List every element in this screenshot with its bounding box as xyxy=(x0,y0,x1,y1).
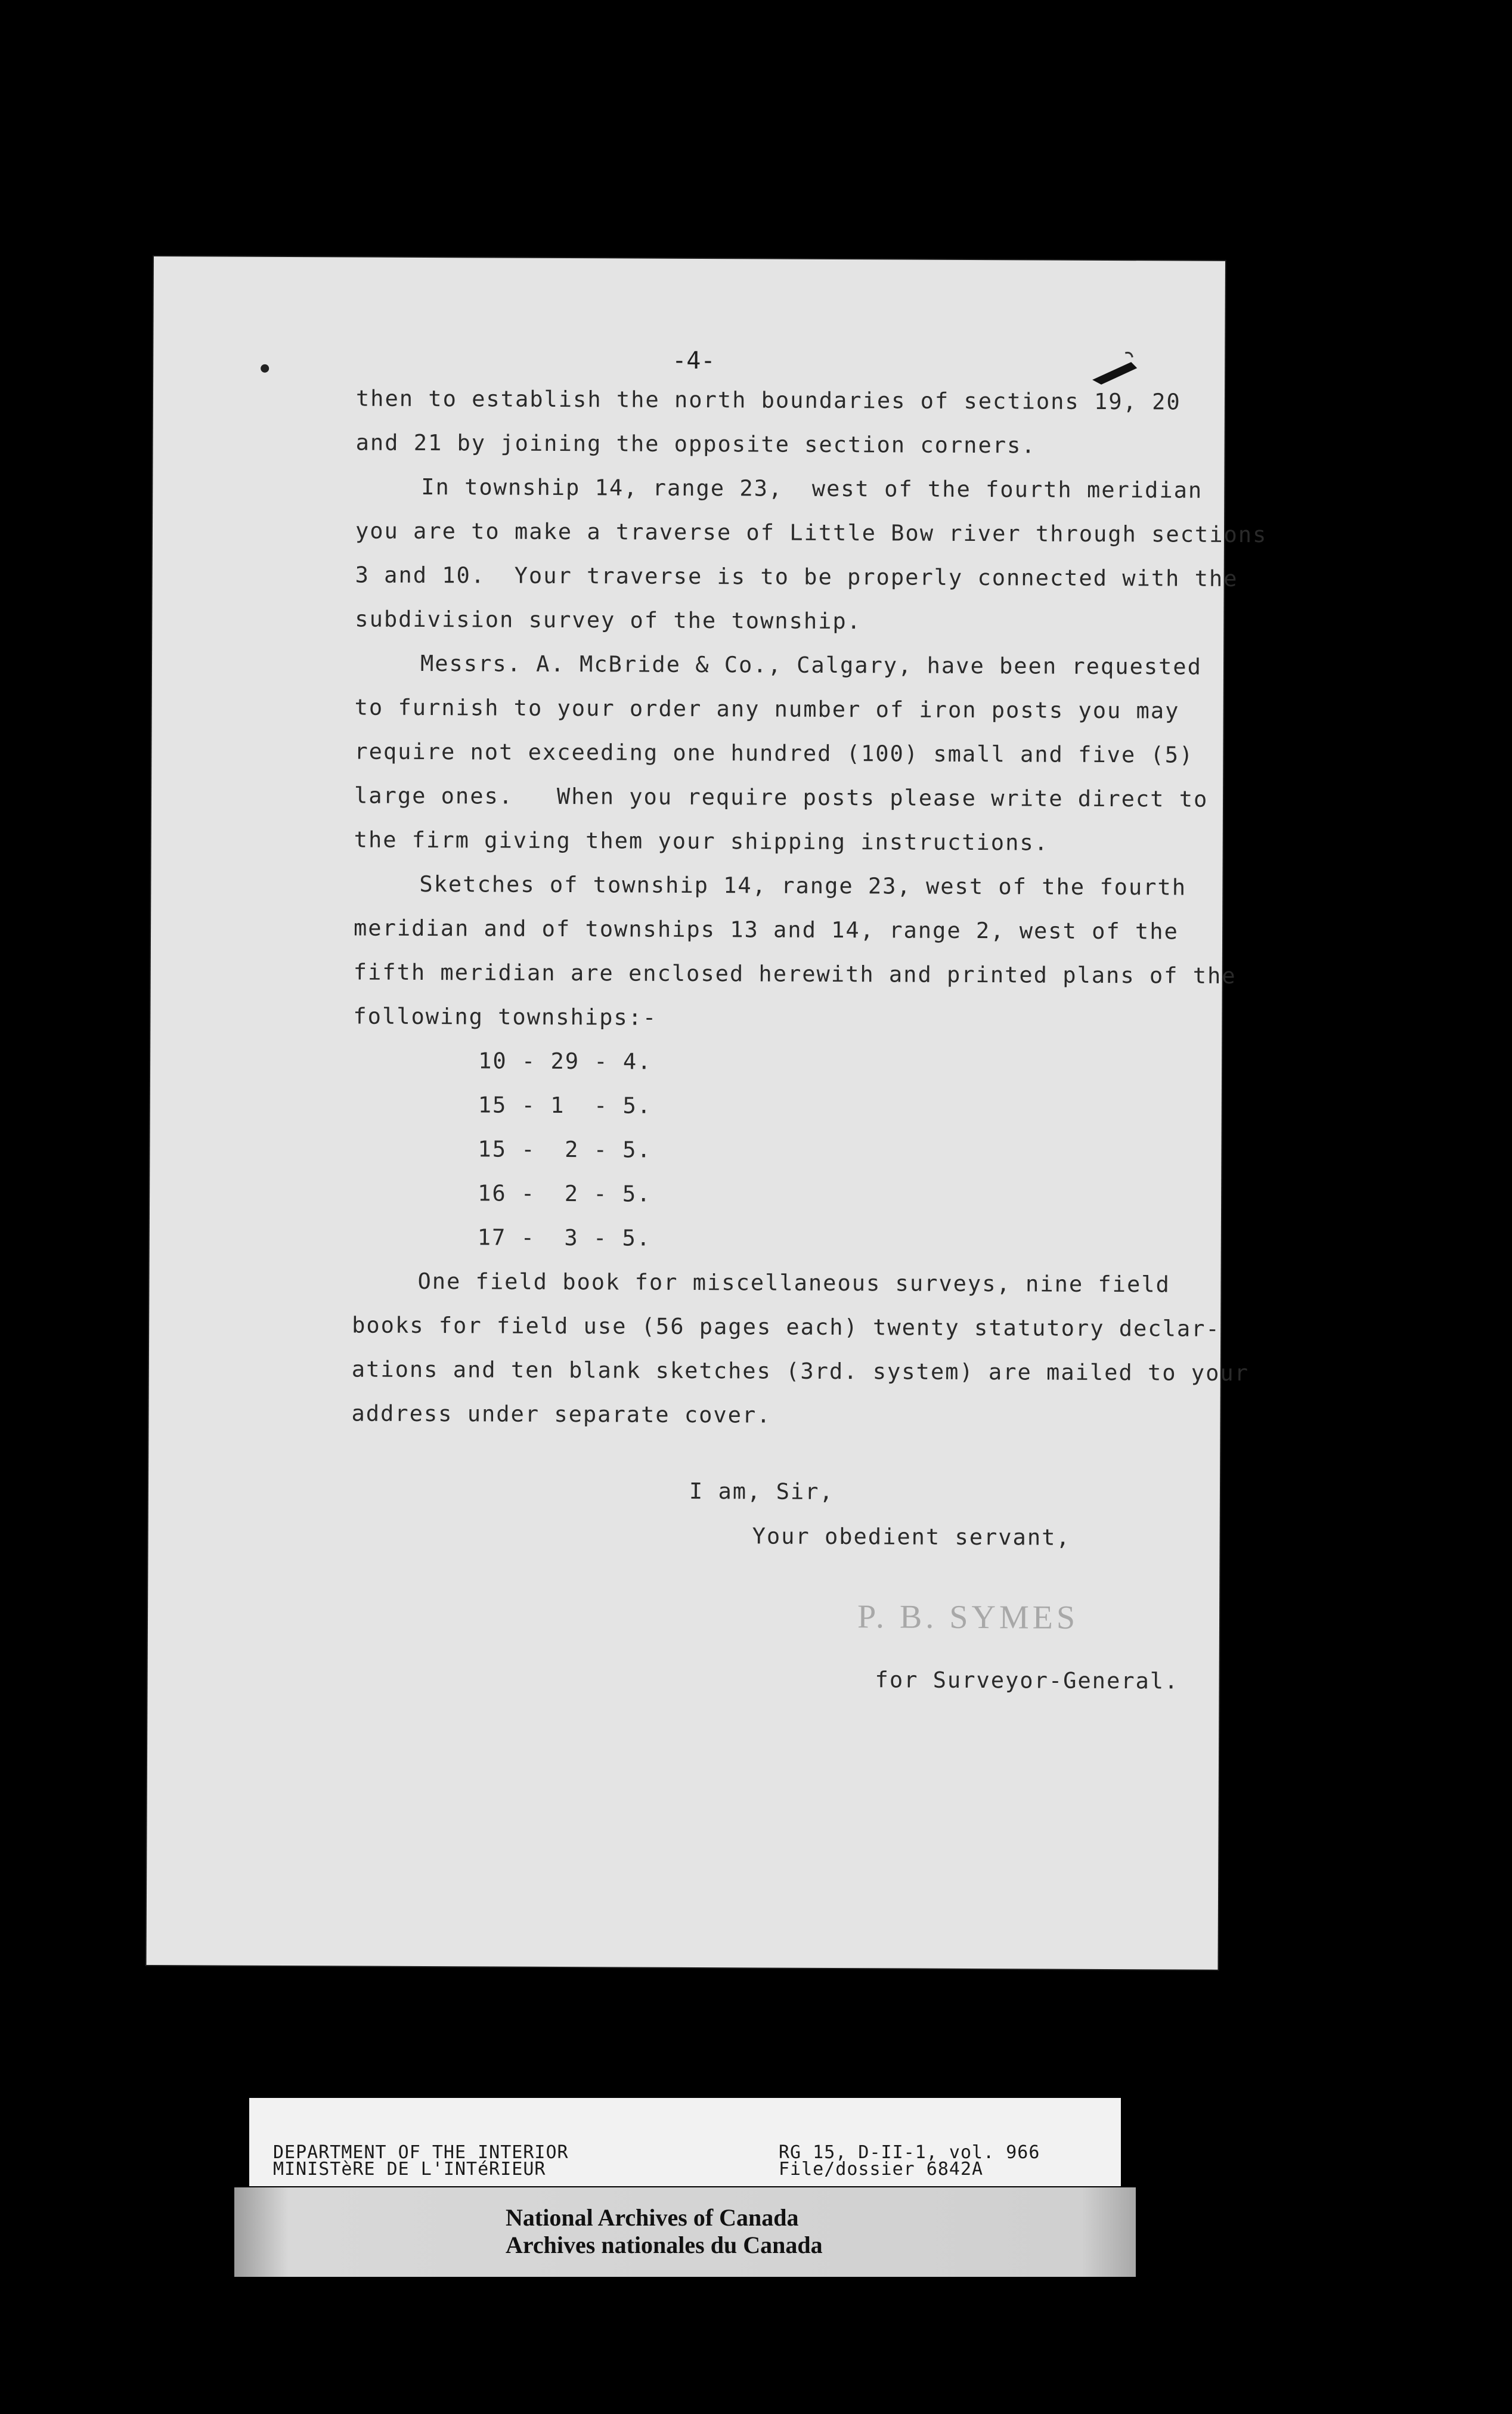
paragraph-line: books for field use (56 pages each) twenty statutory declar- xyxy=(352,1312,1220,1342)
paragraph-line: to furnish to your order any number of iron posts you may xyxy=(354,694,1180,724)
dept-fr: MINISTèRE DE L'INTéRIEUR xyxy=(273,2159,546,2180)
paragraph-line: require not exceeding one hundred (100) small and five (5) xyxy=(354,738,1194,768)
paragraph-line: One field book for miscellaneous surveys, nine field xyxy=(417,1268,1170,1298)
department-name xyxy=(273,2144,569,2178)
paragraph-line: meridian and of townships 13 and 14, range 2, west of the xyxy=(353,915,1179,945)
township-item: 16 - 2 - 5. xyxy=(478,1180,652,1207)
township-item: 15 - 1 - 5. xyxy=(478,1092,652,1119)
stamp-text: P. B. SYMES xyxy=(857,1598,1079,1636)
archives-banner xyxy=(234,2187,1136,2277)
archives-name xyxy=(506,2204,823,2259)
paragraph-line: ations and ten blank sketches (3rd. system) are mailed to your xyxy=(351,1356,1250,1386)
letter-page xyxy=(146,256,1268,1970)
paragraph-line: fifth meridian are enclosed herewith and printed plans of the xyxy=(353,959,1237,989)
dept-en: DEPARTMENT OF THE INTERIOR xyxy=(273,2142,569,2163)
paragraph-line: Messrs. A. McBride & Co., Calgary, have been requested xyxy=(420,650,1203,680)
ref-file: File/dossier 6842A xyxy=(779,2159,984,2180)
township-item: 17 - 3 - 5. xyxy=(477,1224,652,1251)
township-item: 10 - 29 - 4. xyxy=(478,1048,652,1075)
ref-rg: RG 15, D-II-1, vol. 966 xyxy=(779,2142,1040,2163)
page-number: -4- xyxy=(672,346,715,375)
signature-title: for Surveyor-General. xyxy=(875,1667,1179,1694)
paragraph-line: then to establish the north boundaries of sections 19, 20 xyxy=(355,385,1181,415)
file-reference xyxy=(779,2144,1040,2178)
archives-en: National Archives of Canada xyxy=(506,2204,799,2231)
paragraph-line: you are to make a traverse of Little Bow river through sections xyxy=(355,518,1268,548)
signature-stamp xyxy=(845,1589,1084,1644)
closing-salutation: I am, Sir, xyxy=(689,1478,834,1505)
paragraph-line: In township 14, range 23, west of the fourth meridian xyxy=(421,473,1203,503)
paragraph-line: large ones. When you require posts please write direct to xyxy=(354,782,1209,812)
letter-body xyxy=(351,376,1268,1439)
paragraph-line: address under separate cover. xyxy=(351,1400,772,1428)
closing-valediction: Your obedient servant, xyxy=(752,1523,1071,1550)
paragraph-line: the firm giving them your shipping instructions. xyxy=(354,827,1049,856)
archives-fr: Archives nationales du Canada xyxy=(506,2232,823,2258)
paragraph-line: and 21 by joining the opposite section corners. xyxy=(355,429,1036,459)
margin-dot xyxy=(261,364,269,373)
paragraph-line: Sketches of township 14, range 23, west of the fourth xyxy=(419,871,1187,900)
paragraph-line: subdivision survey of the township. xyxy=(355,606,862,635)
township-item: 15 - 2 - 5. xyxy=(478,1136,652,1163)
archive-reference-label xyxy=(249,2098,1121,2186)
paragraph-line: following townships:- xyxy=(353,1003,658,1030)
paragraph-line: 3 and 10. Your traverse is to be properly connected with the xyxy=(355,562,1238,592)
